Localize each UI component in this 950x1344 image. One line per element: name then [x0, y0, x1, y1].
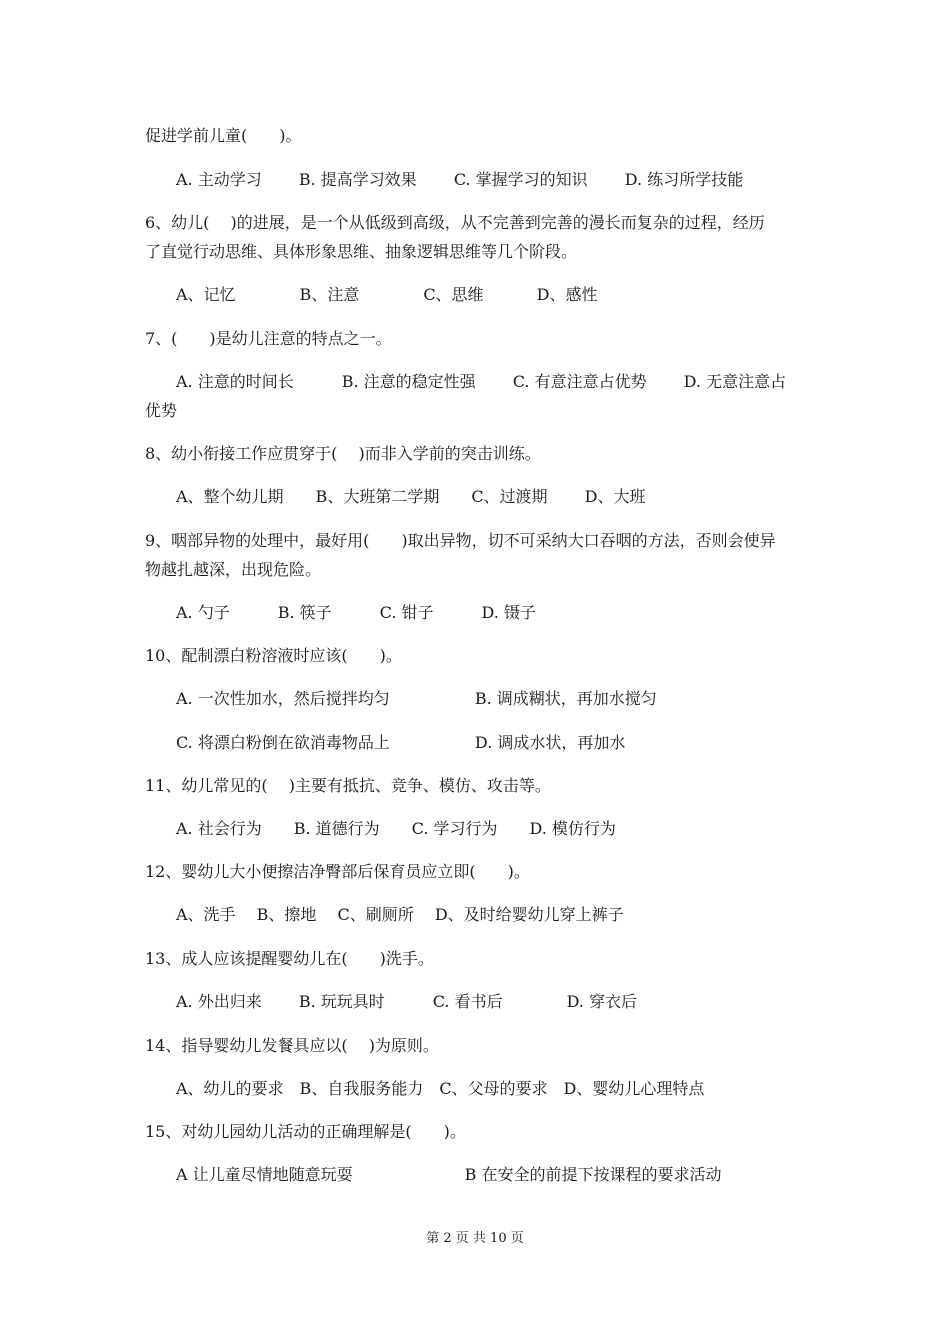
- q11-options: A. 社会行为 B. 道德行为 C. 学习行为 D. 模仿行为: [176, 819, 616, 838]
- q9-text-line2: 物越扎越深，出现危险。: [145, 560, 322, 579]
- page-footer: 第 2 页 共 10 页: [426, 1231, 524, 1246]
- q6-options: A、记忆 B、注意 C、思维 D、感性: [176, 285, 598, 304]
- q14-text: 14、指导婴幼儿发餐具应以( )为原则。: [145, 1036, 439, 1055]
- q14-options: A、幼儿的要求 B、自我服务能力 C、父母的要求 D、婴幼儿心理特点: [176, 1079, 705, 1098]
- q5-continuation: 促进学前儿童( )。: [145, 126, 302, 145]
- q10-options-line1: A. 一次性加水，然后搅拌均匀 B. 调成糊状，再加水搅匀: [176, 689, 657, 708]
- q10-text: 10、配制漂白粉溶液时应该( )。: [145, 646, 402, 665]
- q15-options: A 让儿童尽情地随意玩耍 B 在安全的前提下按课程的要求活动: [176, 1165, 722, 1184]
- q5-options: A. 主动学习 B. 提高学习效果 C. 掌握学习的知识 D. 练习所学技能: [176, 170, 744, 189]
- q7-options-line2: 优势: [145, 401, 178, 420]
- q13-text: 13、成人应该提醒婴幼儿在( )洗手。: [145, 949, 434, 968]
- q15-text: 15、对幼儿园幼儿活动的正确理解是( )。: [145, 1122, 466, 1141]
- q9-options: A. 勺子 B. 筷子 C. 钳子 D. 镊子: [176, 603, 536, 622]
- q10-options-line2: C. 将漂白粉倒在欲消毒物品上 D. 调成水状，再加水: [176, 733, 626, 752]
- q7-text: 7、( )是幼儿注意的特点之一。: [145, 329, 392, 348]
- q12-options: A、洗手 B、擦地 C、刷厕所 D、及时给婴幼儿穿上裤子: [176, 905, 624, 924]
- q12-text: 12、婴幼儿大小便擦洁净臀部后保育员应立即( )。: [145, 862, 530, 881]
- q6-text-line1: 6、幼儿( )的进展，是一个从低级到高级，从不完善到完善的漫长而复杂的过程，经历: [145, 213, 765, 232]
- q7-options-line1: A. 注意的时间长 B. 注意的稳定性强 C. 有意注意占优势 D. 无意注意占: [176, 372, 787, 391]
- q6-text-line2: 了直觉行动思维、具体形象思维、抽象逻辑思维等几个阶段。: [145, 242, 578, 261]
- q13-options: A. 外出归来 B. 玩玩具时 C. 看书后 D. 穿衣后: [176, 992, 638, 1011]
- q11-text: 11、幼儿常见的( )主要有抵抗、竞争、模仿、攻击等。: [145, 776, 551, 795]
- q8-text: 8、幼小衔接工作应贯穿于( )而非入学前的突击训练。: [145, 444, 541, 463]
- q8-options: A、整个幼儿期 B、大班第二学期 C、过渡期 D、大班: [176, 487, 646, 506]
- q9-text-line1: 9、咽部异物的处理中，最好用( )取出异物，切不可采纳大口吞咽的方法，否则会使异: [145, 531, 776, 550]
